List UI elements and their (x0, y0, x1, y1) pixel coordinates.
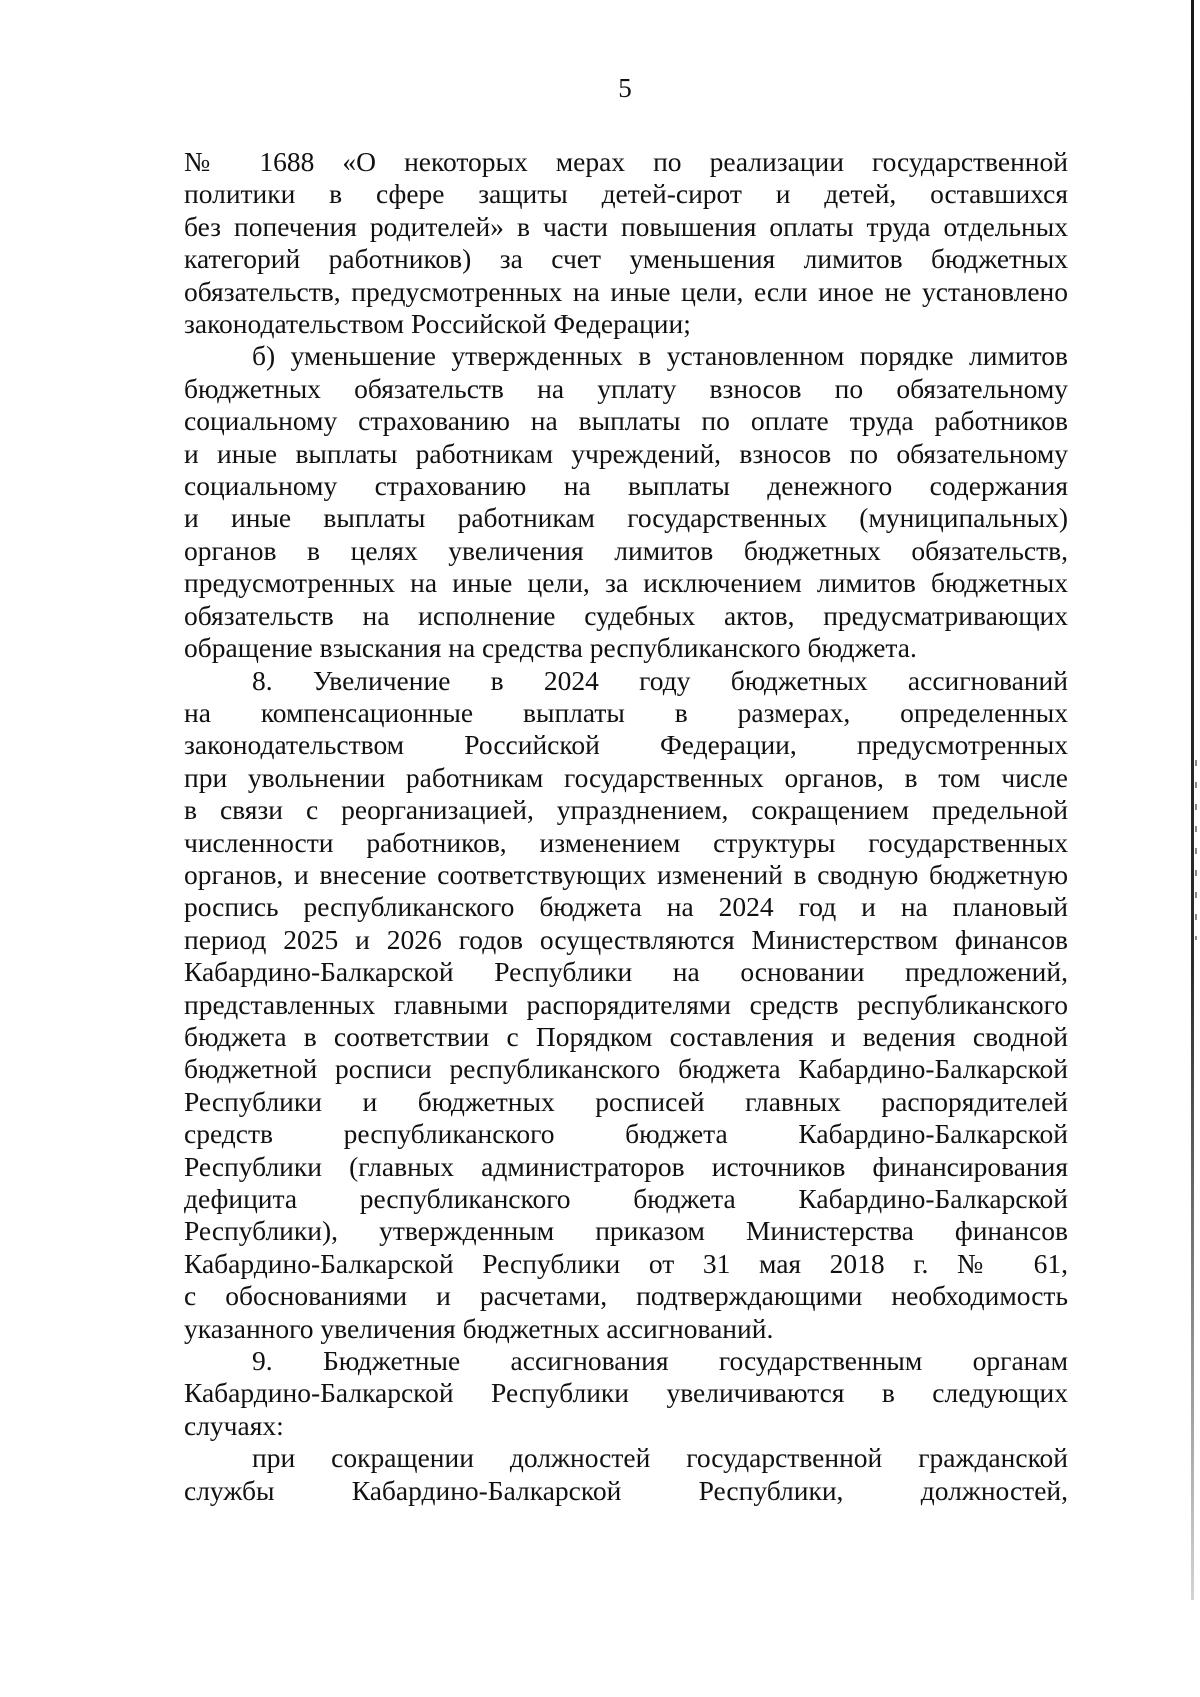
text-line: дефицита республиканского бюджета Кабардино-Балкарской (184, 1183, 1068, 1214)
text-line: Республики и бюджетных росписей главных распорядителей (184, 1085, 1068, 1117)
text-line: обязательств на исполнение судебных актов, предусматривающих (184, 599, 1068, 631)
text-line: Республики), утвержденным приказом Министерства финансов (184, 1215, 1068, 1247)
text-line: роспись республиканского бюджета на 2024 год и на плановый (184, 891, 1068, 923)
text-line: представленных главными распорядителями средств республиканского (184, 988, 1068, 1020)
text-line: 8. Увеличение в 2024 году бюджетных ассигнований (252, 664, 1068, 696)
text-line: обращение взыскания на средства республиканского бюджета. (184, 632, 917, 664)
text-line: № 1688 «О некоторых мерах по реализации государственной (184, 146, 1068, 177)
scan-edge-marks (1195, 760, 1197, 940)
text-line: б) уменьшение утвержденных в установленном порядке лимитов (252, 340, 1068, 372)
text-line: категорий работников) за счет уменьшения лимитов бюджетных (184, 243, 1068, 275)
text-line: случаях: (184, 1409, 284, 1441)
text-line: численности работников, изменением структуры государственных (184, 826, 1068, 858)
text-line: и иные выплаты работникам государственных (муниципальных) (184, 502, 1068, 534)
page-number: 5 (618, 73, 632, 103)
text-line: социальному страхованию на выплаты денежного содержания (184, 470, 1068, 502)
text-line: законодательством Российской Федерации; (184, 308, 691, 340)
text-line: с обоснованиями и расчетами, подтверждающими необходимость (184, 1280, 1068, 1312)
text-line: Республики (главных администраторов источников финансирования (184, 1150, 1068, 1182)
text-line: социальному страхованию на выплаты по оплате труда работников (184, 405, 1068, 437)
text-line: 9. Бюджетные ассигнования государственным органам (252, 1345, 1068, 1377)
text-line: без попечения родителей» в части повышения оплаты труда отдельных (184, 210, 1068, 242)
text-line: бюджета в соответствии с Порядком составления и ведения сводной (184, 1020, 1068, 1052)
text-line: указанного увеличения бюджетных ассигнований. (184, 1312, 774, 1344)
text-line: в связи с реорганизацией, упразднением, сокращением предельной (184, 794, 1068, 826)
text-line: Кабардино-Балкарской Республики от 31 мая 2018 г. № 61, (184, 1247, 1068, 1279)
text-line: при сокращении должностей государственной гражданской (252, 1442, 1068, 1474)
text-line: на компенсационные выплаты в размерах, определенных (184, 696, 1068, 728)
scan-edge-line (1191, 0, 1194, 1600)
text-line: Кабардино-Балкарской Республики увеличиваются в следующих (184, 1377, 1068, 1409)
text-line: бюджетных обязательств на уплату взносов по обязательному (184, 372, 1068, 404)
text-line: органов, и внесение соответствующих изменений в сводную бюджетную (184, 858, 1068, 890)
text-line: средств республиканского бюджета Кабардино-Балкарской (184, 1118, 1068, 1150)
text-line: политики в сфере защиты детей-сирот и детей, оставшихся (184, 178, 1068, 210)
text-line: Кабардино-Балкарской Республики на основании предложений, (184, 956, 1068, 988)
text-line: при увольнении работникам государственных органов, в том числе (184, 761, 1068, 793)
text-line: период 2025 и 2026 годов осуществляются Министерством финансов (184, 923, 1068, 955)
text-line: обязательств, предусмотренных на иные цели, если иное не установлено (184, 275, 1068, 307)
text-line: законодательством Российской Федерации, предусмотренных (184, 729, 1068, 761)
text-line: службы Кабардино-Балкарской Республики, должностей, (184, 1474, 1068, 1506)
text-line: бюджетной росписи республиканского бюджета Кабардино-Балкарской (184, 1053, 1068, 1085)
text-line: органов в целях увеличения лимитов бюджетных обязательств, (184, 534, 1068, 566)
document-body (184, 146, 1068, 1507)
text-line: предусмотренных на иные цели, за исключением лимитов бюджетных (184, 567, 1068, 599)
text-line: и иные выплаты работникам учреждений, взносов по обязательному (184, 437, 1068, 469)
